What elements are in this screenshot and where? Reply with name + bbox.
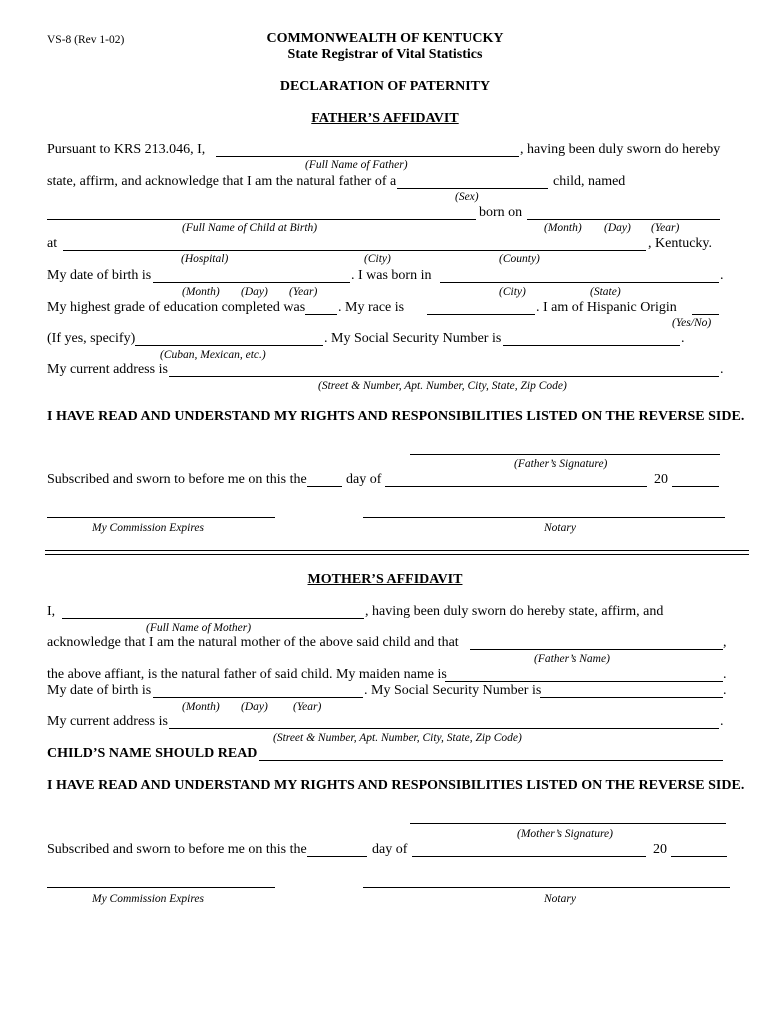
father-address-field[interactable] <box>169 376 719 377</box>
mother-address-label: My current address is <box>47 714 168 729</box>
at-label: at <box>47 236 58 251</box>
maiden-name-field[interactable] <box>445 681 723 682</box>
father-signature-field[interactable] <box>410 454 720 455</box>
birth-place-field[interactable] <box>63 250 646 251</box>
caption-yes-no: (Yes/No) <box>672 317 712 329</box>
caption-county: (County) <box>499 253 540 265</box>
caption-cuban-mexican: (Cuban, Mexican, etc.) <box>160 349 266 361</box>
mother-sworn-day-field[interactable] <box>307 856 367 857</box>
form-title: DECLARATION OF PATERNITY <box>279 79 491 94</box>
child-birth-date-field[interactable] <box>527 219 720 220</box>
child-full-name-field[interactable] <box>47 219 476 220</box>
caption-street-address: (Street & Number, Apt. Number, City, State, Zip Code) <box>273 732 522 744</box>
father-full-name-field[interactable] <box>216 156 519 157</box>
mother-line1-prefix: I, <box>47 604 56 619</box>
mother-line4-end: . <box>723 683 727 698</box>
fathers-affidavit-heading: FATHER’S AFFIDAVIT <box>311 111 459 126</box>
mother-dob-label: My date of birth is <box>47 683 152 698</box>
maiden-name-label: the above affiant, is the natural father of said child. My maiden name is <box>47 667 447 682</box>
mother-ssn-label: . My Social Security Number is <box>364 683 542 698</box>
hispanic-field[interactable] <box>692 314 719 315</box>
caption-city: (City) <box>499 286 526 298</box>
father-ssn-label: . My Social Security Number is <box>324 331 502 346</box>
hispanic-specify-label: (If yes, specify) <box>47 331 136 346</box>
caption-sex: (Sex) <box>455 191 479 203</box>
father-line8-end: . <box>720 362 724 377</box>
race-field[interactable] <box>427 314 535 315</box>
mother-sworn-year-field[interactable] <box>671 856 727 857</box>
caption-commission-expires: My Commission Expires <box>92 893 205 905</box>
sworn-label: Subscribed and sworn to before me on this the <box>47 472 307 487</box>
sworn-year-field[interactable] <box>672 486 719 487</box>
caption-month: (Month) <box>182 701 220 713</box>
sworn-label: Subscribed and sworn to before me on this the <box>47 842 307 857</box>
sworn-month-field[interactable] <box>385 486 647 487</box>
mother-signature-field[interactable] <box>410 823 726 824</box>
father-rights-statement: I HAVE READ AND UNDERSTAND MY RIGHTS AND RESPONSIBILITIES LISTED ON THE REVERSE SIDE. <box>47 409 745 424</box>
education-label: My highest grade of education completed was <box>47 300 306 315</box>
mother-line2-prefix: acknowledge that I am the natural mother of the above said child and that <box>47 635 459 650</box>
father-commission-expires-field[interactable] <box>47 517 275 518</box>
hispanic-specify-field[interactable] <box>135 345 323 346</box>
child-sex-field[interactable] <box>397 188 548 189</box>
mother-sworn-month-field[interactable] <box>412 856 646 857</box>
mother-rights-statement: I HAVE READ AND UNDERSTAND MY RIGHTS AND RESPONSIBILITIES LISTED ON THE REVERSE SIDE. <box>47 778 745 793</box>
fathers-name-field[interactable] <box>470 649 723 650</box>
caption-notary: Notary <box>544 522 576 534</box>
caption-notary: Notary <box>544 893 576 905</box>
born-in-label: . I was born in <box>351 268 432 283</box>
father-line2-prefix: state, affirm, and acknowledge that I am the natural father of a <box>47 174 397 189</box>
education-field[interactable] <box>305 314 337 315</box>
kentucky-label: , Kentucky. <box>648 236 713 251</box>
caption-commission-expires: My Commission Expires <box>92 522 205 534</box>
father-ssn-field[interactable] <box>503 345 680 346</box>
caption-state: (State) <box>590 286 621 298</box>
father-dob-field[interactable] <box>153 282 350 283</box>
childs-name-field[interactable] <box>259 760 723 761</box>
caption-fathers-name: (Father’s Name) <box>534 653 610 665</box>
mother-line2-end: , <box>723 635 727 650</box>
mother-notary-field[interactable] <box>363 887 730 888</box>
section-divider <box>45 550 749 555</box>
born-on-label: born on <box>479 205 523 220</box>
caption-hospital: (Hospital) <box>181 253 229 265</box>
father-address-label: My current address is <box>47 362 168 377</box>
mother-dob-field[interactable] <box>153 697 363 698</box>
caption-city: (City) <box>364 253 391 265</box>
caption-year: (Year) <box>293 701 322 713</box>
race-label: . My race is <box>338 300 405 315</box>
caption-month: (Month) <box>182 286 220 298</box>
mother-address-field[interactable] <box>169 728 719 729</box>
day-of-label: day of <box>372 842 408 857</box>
agency-title: COMMONWEALTH OF KENTUCKY <box>266 31 504 46</box>
day-of-label: day of <box>346 472 382 487</box>
caption-day: (Day) <box>604 222 631 234</box>
mother-line3-end: . <box>723 667 727 682</box>
hispanic-label: . I am of Hispanic Origin <box>536 300 677 315</box>
office-title: State Registrar of Vital Statistics <box>287 47 483 62</box>
caption-day: (Day) <box>241 286 268 298</box>
caption-month: (Month) <box>544 222 582 234</box>
year-prefix: 20 <box>654 472 668 487</box>
year-prefix: 20 <box>653 842 667 857</box>
caption-day: (Day) <box>241 701 268 713</box>
caption-full-name-of-father: (Full Name of Father) <box>305 159 408 171</box>
father-line2-suffix: child, named <box>553 174 626 189</box>
father-line1-suffix: , having been duly sworn do hereby <box>520 142 721 157</box>
form-code: VS-8 (Rev 1-02) <box>47 34 125 46</box>
mother-line5-end: . <box>720 714 724 729</box>
mother-full-name-field[interactable] <box>62 618 364 619</box>
mother-line1-suffix: , having been duly sworn do hereby state, affirm, and <box>365 604 664 619</box>
father-line1-prefix: Pursuant to KRS 213.046, I, <box>47 142 206 157</box>
caption-mothers-signature: (Mother’s Signature) <box>517 828 613 840</box>
father-line7-end: . <box>681 331 685 346</box>
caption-fathers-signature: (Father’s Signature) <box>514 458 608 470</box>
mother-commission-expires-field[interactable] <box>47 887 275 888</box>
father-birthplace-field[interactable] <box>440 282 719 283</box>
mothers-affidavit-heading: MOTHER’S AFFIDAVIT <box>307 572 463 587</box>
mother-ssn-field[interactable] <box>540 697 723 698</box>
caption-full-name-of-mother: (Full Name of Mother) <box>146 622 252 634</box>
caption-year: (Year) <box>651 222 680 234</box>
childs-name-label: CHILD’S NAME SHOULD READ <box>47 746 258 761</box>
father-notary-field[interactable] <box>363 517 725 518</box>
father-dob-label: My date of birth is <box>47 268 152 283</box>
caption-year: (Year) <box>289 286 318 298</box>
father-line5-end: . <box>720 268 724 283</box>
caption-full-name-of-child: (Full Name of Child at Birth) <box>182 222 318 234</box>
sworn-day-field[interactable] <box>307 486 342 487</box>
caption-street-address: (Street & Number, Apt. Number, City, State, Zip Code) <box>318 380 567 392</box>
